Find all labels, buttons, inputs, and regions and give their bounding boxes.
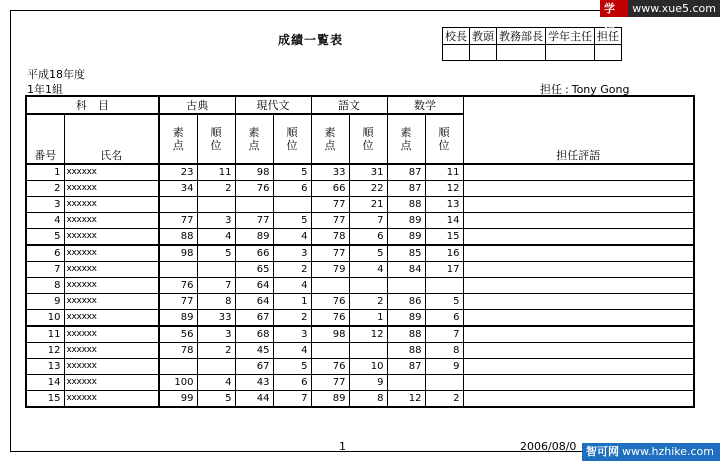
score-cell: 88 [387, 326, 425, 343]
score-header-char: 素 [400, 126, 412, 139]
student-row [26, 181, 694, 197]
comment-cell [463, 359, 694, 375]
score-header-char: 素 [324, 126, 336, 139]
student-row [26, 326, 694, 343]
student-name: xxxxxx [64, 375, 159, 391]
approval-academic-director: 教務部長 [497, 28, 546, 45]
student-number: 4 [26, 213, 64, 229]
teacher-label: 担任 [540, 83, 562, 96]
student-number: 6 [26, 245, 64, 262]
score-cell: 77 [311, 213, 349, 229]
student-row [26, 229, 694, 246]
score-cell: 100 [159, 375, 197, 391]
student-number: 12 [26, 343, 64, 359]
rank-cell: 6 [273, 181, 311, 197]
rank-cell: 11 [425, 164, 463, 181]
rank-header-char: 位 [362, 139, 374, 152]
approval-stamp-cell [546, 45, 595, 61]
rank-cell: 5 [273, 164, 311, 181]
rank-cell: 5 [197, 245, 235, 262]
rank-cell: 1 [349, 310, 387, 327]
score-cell: 33 [311, 164, 349, 181]
rank-cell [349, 343, 387, 359]
student-name: xxxxxx [64, 278, 159, 294]
rank-cell: 2 [273, 262, 311, 278]
rank-cell: 3 [273, 326, 311, 343]
student-number: 1 [26, 164, 64, 181]
student-number: 5 [26, 229, 64, 246]
rank-cell: 2 [349, 294, 387, 310]
approval-stamp-cell [443, 45, 470, 61]
student-row [26, 375, 694, 391]
score-cell: 77 [311, 197, 349, 213]
score-header-text [173, 126, 184, 152]
score-cell: 89 [387, 229, 425, 246]
score-cell [159, 262, 197, 278]
subject-language: 語文 [311, 96, 387, 114]
score-header-char: 素 [172, 126, 184, 139]
rank-header [197, 114, 235, 164]
rank-cell: 12 [425, 181, 463, 197]
score-cell: 88 [387, 197, 425, 213]
score-cell [159, 359, 197, 375]
comment-cell [463, 326, 694, 343]
rank-cell: 7 [425, 326, 463, 343]
student-row [26, 310, 694, 327]
score-cell: 64 [235, 278, 273, 294]
rank-cell [273, 197, 311, 213]
score-header-char: 素 [248, 126, 260, 139]
rank-header-char: 順 [438, 126, 450, 139]
score-cell: 89 [311, 391, 349, 408]
score-cell: 65 [235, 262, 273, 278]
approval-homeroom-teacher: 担任 [595, 28, 622, 45]
teacher-separator: : [565, 83, 569, 96]
watermark-bottom-logo: 智可网 [586, 445, 619, 458]
rank-header [425, 114, 463, 164]
student-number: 9 [26, 294, 64, 310]
student-row [26, 343, 694, 359]
score-header [235, 114, 273, 164]
score-cell: 87 [387, 164, 425, 181]
approval-stamp-cell [595, 45, 622, 61]
rank-cell: 10 [349, 359, 387, 375]
approval-stamp-cell [470, 45, 497, 61]
score-cell [311, 343, 349, 359]
approval-vice-principal: 教頭 [470, 28, 497, 45]
rank-header [273, 114, 311, 164]
subject-modern-japanese: 現代文 [235, 96, 311, 114]
rank-header-char: 順 [286, 126, 298, 139]
rank-header-char: 順 [210, 126, 222, 139]
rank-cell: 6 [349, 229, 387, 246]
rank-cell: 11 [197, 164, 235, 181]
rank-cell: 8 [425, 343, 463, 359]
page-number: 1 [339, 440, 346, 453]
rank-header-text [211, 126, 222, 152]
rank-header-text [287, 126, 298, 152]
student-number-header: 番号 [26, 114, 64, 164]
subject-header: 科 目 [26, 96, 159, 114]
score-cell [387, 375, 425, 391]
score-header-text [249, 126, 260, 152]
score-cell: 88 [159, 229, 197, 246]
score-cell [311, 278, 349, 294]
student-number: 14 [26, 375, 64, 391]
score-header [159, 114, 197, 164]
watermark-top-url: www.xue5.com [632, 2, 716, 15]
rank-cell: 33 [197, 310, 235, 327]
score-cell: 99 [159, 391, 197, 408]
rank-cell: 13 [425, 197, 463, 213]
score-cell: 78 [159, 343, 197, 359]
rank-cell: 8 [349, 391, 387, 408]
rank-cell: 4 [273, 229, 311, 246]
student-row [26, 262, 694, 278]
comment-cell [463, 229, 694, 246]
rank-header [349, 114, 387, 164]
rank-cell: 5 [425, 294, 463, 310]
score-cell: 88 [387, 343, 425, 359]
score-cell: 56 [159, 326, 197, 343]
student-name: xxxxxx [64, 213, 159, 229]
score-cell: 12 [387, 391, 425, 408]
score-cell: 77 [311, 245, 349, 262]
score-cell: 67 [235, 359, 273, 375]
rank-cell: 22 [349, 181, 387, 197]
print-date: 2006/08/0 [520, 440, 577, 453]
student-row [26, 197, 694, 213]
score-cell: 89 [387, 213, 425, 229]
student-name: xxxxxx [64, 181, 159, 197]
rank-cell: 2 [273, 310, 311, 327]
approval-stamp-cell [497, 45, 546, 61]
rank-cell: 4 [197, 375, 235, 391]
rank-cell: 4 [273, 343, 311, 359]
student-number: 7 [26, 262, 64, 278]
student-name: xxxxxx [64, 262, 159, 278]
score-cell [387, 278, 425, 294]
rank-cell: 9 [349, 375, 387, 391]
score-cell: 77 [311, 375, 349, 391]
rank-cell [197, 197, 235, 213]
subject-math: 数学 [387, 96, 463, 114]
student-name: xxxxxx [64, 310, 159, 327]
comment-cell [463, 181, 694, 197]
score-cell: 87 [387, 181, 425, 197]
rank-cell: 6 [273, 375, 311, 391]
subject-classics: 古典 [159, 96, 235, 114]
student-name: xxxxxx [64, 294, 159, 310]
class-label: 1年1組 [27, 83, 63, 96]
student-name: xxxxxx [64, 391, 159, 408]
watermark-top [600, 0, 720, 32]
student-row [26, 391, 694, 408]
comment-cell [463, 375, 694, 391]
score-cell: 45 [235, 343, 273, 359]
rank-cell: 7 [349, 213, 387, 229]
comment-cell [463, 245, 694, 262]
rank-cell [349, 278, 387, 294]
score-header-text [401, 126, 412, 152]
score-header-char: 点 [248, 139, 260, 152]
score-cell: 79 [311, 262, 349, 278]
rank-cell [425, 278, 463, 294]
rank-header-text [439, 126, 450, 152]
student-name: xxxxxx [64, 245, 159, 262]
rank-cell: 3 [273, 245, 311, 262]
comment-cell [463, 278, 694, 294]
score-header [311, 114, 349, 164]
rank-cell: 5 [273, 213, 311, 229]
approval-principal: 校長 [443, 28, 470, 45]
comment-cell [463, 197, 694, 213]
rank-cell [425, 375, 463, 391]
watermark-top-logo: 学网 [600, 0, 628, 17]
student-name: xxxxxx [64, 164, 159, 181]
score-cell: 89 [159, 310, 197, 327]
score-cell: 89 [235, 229, 273, 246]
rank-cell: 3 [197, 213, 235, 229]
teacher-name: Tony Gong [571, 83, 630, 96]
student-name: xxxxxx [64, 343, 159, 359]
student-row [26, 359, 694, 375]
student-row [26, 213, 694, 229]
score-cell: 86 [387, 294, 425, 310]
rank-cell: 8 [197, 294, 235, 310]
student-name: xxxxxx [64, 359, 159, 375]
rank-cell: 1 [273, 294, 311, 310]
score-cell: 64 [235, 294, 273, 310]
approval-stamp-table [442, 27, 622, 61]
rank-header-char: 順 [362, 126, 374, 139]
student-number: 10 [26, 310, 64, 327]
student-number: 8 [26, 278, 64, 294]
rank-cell: 4 [349, 262, 387, 278]
rank-cell: 5 [349, 245, 387, 262]
rank-cell: 6 [425, 310, 463, 327]
score-header-char: 点 [400, 139, 412, 152]
score-cell: 98 [235, 164, 273, 181]
rank-header-char: 位 [438, 139, 450, 152]
rank-cell: 12 [349, 326, 387, 343]
score-cell: 68 [235, 326, 273, 343]
comment-cell [463, 310, 694, 327]
rank-header-char: 位 [210, 139, 222, 152]
student-number: 3 [26, 197, 64, 213]
score-cell: 23 [159, 164, 197, 181]
score-cell: 77 [235, 213, 273, 229]
score-header-char: 点 [324, 139, 336, 152]
score-cell: 76 [311, 359, 349, 375]
student-number: 2 [26, 181, 64, 197]
comment-cell [463, 294, 694, 310]
score-cell: 89 [387, 310, 425, 327]
student-name-header: 氏名 [64, 114, 159, 164]
comment-cell [463, 262, 694, 278]
score-cell: 44 [235, 391, 273, 408]
school-year: 平成18年度 [27, 68, 85, 81]
score-cell: 87 [387, 359, 425, 375]
rank-cell: 21 [349, 197, 387, 213]
rank-cell: 15 [425, 229, 463, 246]
score-header [387, 114, 425, 164]
score-cell: 84 [387, 262, 425, 278]
score-header-char: 点 [172, 139, 184, 152]
rank-cell: 3 [197, 326, 235, 343]
rank-cell: 2 [197, 343, 235, 359]
score-header-text [325, 126, 336, 152]
rank-cell: 14 [425, 213, 463, 229]
rank-cell: 5 [197, 391, 235, 408]
student-row [26, 164, 694, 181]
student-number: 11 [26, 326, 64, 343]
comment-cell [463, 164, 694, 181]
score-cell: 66 [235, 245, 273, 262]
watermark-bottom-url: www.hzhike.com [622, 445, 714, 458]
score-cell: 34 [159, 181, 197, 197]
student-name: xxxxxx [64, 326, 159, 343]
rank-cell: 4 [197, 229, 235, 246]
grades-table [25, 95, 695, 408]
comment-cell [463, 213, 694, 229]
score-cell: 77 [159, 294, 197, 310]
score-cell: 67 [235, 310, 273, 327]
student-row [26, 294, 694, 310]
score-cell: 85 [387, 245, 425, 262]
student-number: 13 [26, 359, 64, 375]
approval-grade-head: 学年主任 [546, 28, 595, 45]
rank-cell: 2 [425, 391, 463, 408]
rank-header-text [363, 126, 374, 152]
rank-cell [197, 359, 235, 375]
score-cell: 76 [311, 310, 349, 327]
rank-cell: 17 [425, 262, 463, 278]
rank-cell: 31 [349, 164, 387, 181]
score-cell: 78 [311, 229, 349, 246]
score-cell: 66 [311, 181, 349, 197]
score-cell: 76 [235, 181, 273, 197]
document-title: 成績一覧表 [278, 33, 344, 47]
score-cell: 43 [235, 375, 273, 391]
comment-cell [463, 391, 694, 408]
rank-cell [197, 262, 235, 278]
student-row [26, 278, 694, 294]
student-name: xxxxxx [64, 197, 159, 213]
student-row [26, 245, 694, 262]
score-cell: 98 [311, 326, 349, 343]
comment-header: 担任評語 [463, 96, 694, 164]
score-cell [159, 197, 197, 213]
student-number: 15 [26, 391, 64, 408]
rank-cell: 7 [197, 278, 235, 294]
comment-cell [463, 343, 694, 359]
score-cell: 98 [159, 245, 197, 262]
student-name: xxxxxx [64, 229, 159, 246]
watermark-bottom [582, 443, 720, 461]
rank-cell: 2 [197, 181, 235, 197]
score-cell [235, 197, 273, 213]
score-cell: 76 [159, 278, 197, 294]
score-cell: 77 [159, 213, 197, 229]
rank-cell: 5 [273, 359, 311, 375]
rank-cell: 7 [273, 391, 311, 408]
score-cell: 76 [311, 294, 349, 310]
rank-cell: 16 [425, 245, 463, 262]
rank-header-char: 位 [286, 139, 298, 152]
rank-cell: 4 [273, 278, 311, 294]
rank-cell: 9 [425, 359, 463, 375]
